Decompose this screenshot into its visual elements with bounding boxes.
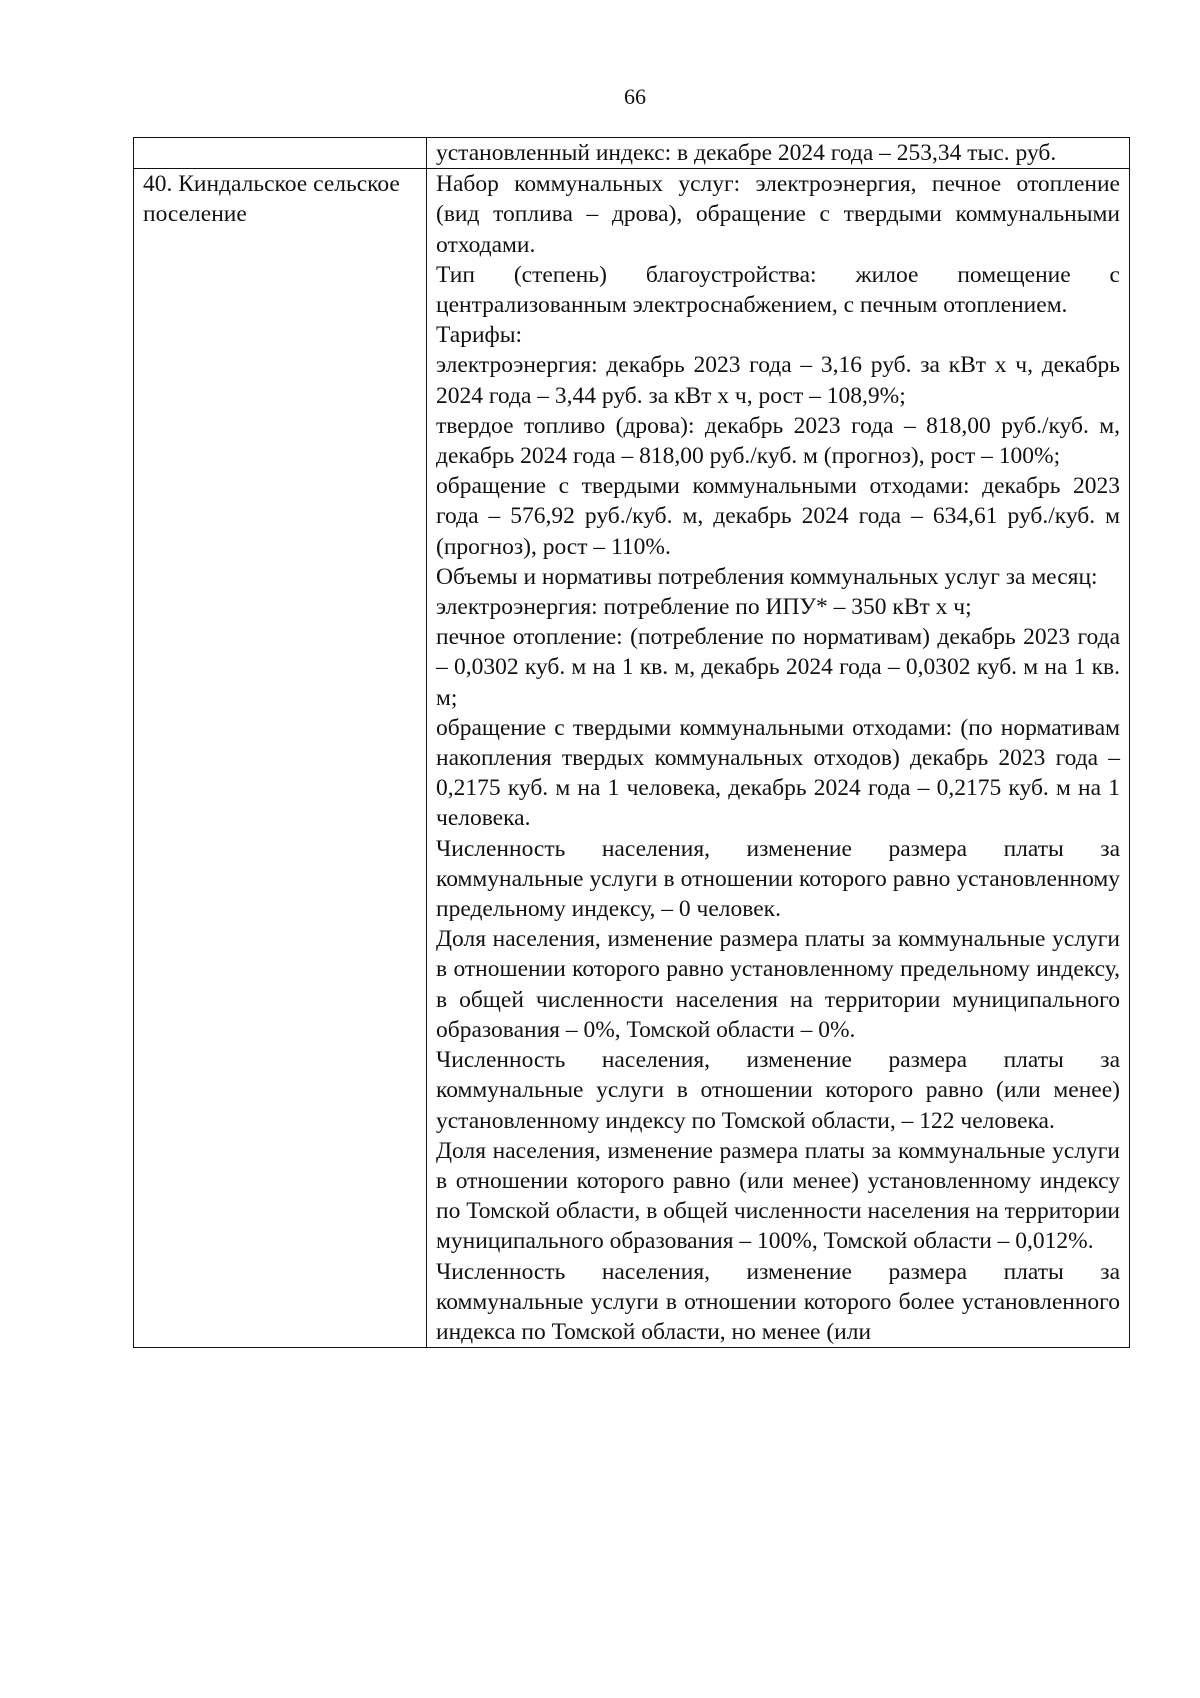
paragraph: обращение с твердыми коммунальными отходами: декабрь 2023 года – 576,92 руб./куб. м, декабрь 2024 года – 634,61 руб./куб. м (прогноз), рост – 110%. (436, 473, 1120, 560)
paragraph: Объемы и нормативы потребления коммунальных услуг за месяц: (436, 563, 1098, 590)
paragraph: электроэнергия: потребление по ИПУ* – 350 кВт х ч; (436, 594, 972, 621)
paragraph: установленный индекс: в декабре 2024 года – 253,34 тыс. руб. (436, 140, 1057, 166)
paragraph: Доля населения, изменение размера платы за коммунальные услуги в отношении которого равно (или менее) установленному индексу по Томской области, в общей численности населения на территории муниципального образования – 100%, Томской области – 0,012%. (436, 1137, 1120, 1255)
paragraph: печное отопление: (потребление по нормативам) декабрь 2023 года – 0,0302 куб. м на 1 кв. м, декабрь 2024 года – 0,0302 куб. м на 1 кв. м; (436, 624, 1120, 711)
page-number: 66 (624, 84, 646, 109)
paragraph: Тарифы: (436, 322, 523, 349)
paragraph: Доля населения, изменение размера платы за коммунальные услуги в отношении которого равно установленному предельному индексу, в общей численности населения на территории муниципального образования – 0%, Томской области – 0%. (436, 926, 1120, 1043)
settlement-cell (134, 138, 427, 169)
paragraph: Численность населения, изменение размера платы за коммунальные услуги в отношении которого более установленного индекса по Томской области, но менее (или (436, 1258, 1120, 1345)
paragraph: Набор коммунальных услуг: электроэнергия, печное отопление (вид топлива – дрова), обращение с твердыми коммунальными отходами. (436, 171, 1120, 258)
paragraph: электроэнергия: декабрь 2023 года – 3,16 руб. за кВт х ч, декабрь 2024 года – 3,44 руб. за кВт х ч, рост – 108,9%; (436, 352, 1120, 409)
paragraph: твердое топливо (дрова): декабрь 2023 года – 818,00 руб./куб. м, декабрь 2024 года – 818,00 руб./куб. м (прогноз), рост – 100%; (436, 412, 1120, 470)
settlements-table (133, 137, 1130, 1348)
settlement-cell: 40. Киндальское сельское поселение (134, 169, 427, 1348)
details-cell (427, 138, 1130, 169)
paragraph: обращение с твердыми коммунальными отходами: (по нормативам накопления твердых коммунальных отходов) декабрь 2023 года – 0,2175 куб. м на 1 человека, декабрь 2024 года – 0,2175 куб. м на 1 человека. (436, 714, 1120, 832)
paragraph: Тип (степень) благоустройства: жилое помещение с централизованным электроснабжением, с печным отоплением. (436, 261, 1120, 319)
paragraph: Численность населения, изменение размера платы за коммунальные услуги в отношении которого равно (или менее) установленному индексу по Томской области, – 122 человека. (436, 1047, 1120, 1134)
table-row (134, 138, 1130, 169)
details-cell (427, 169, 1130, 1348)
paragraph: Численность населения, изменение размера платы за коммунальные услуги в отношении которого равно установленному предельному индексу, – 0 человек. (436, 835, 1120, 923)
table-row (134, 169, 1130, 1348)
